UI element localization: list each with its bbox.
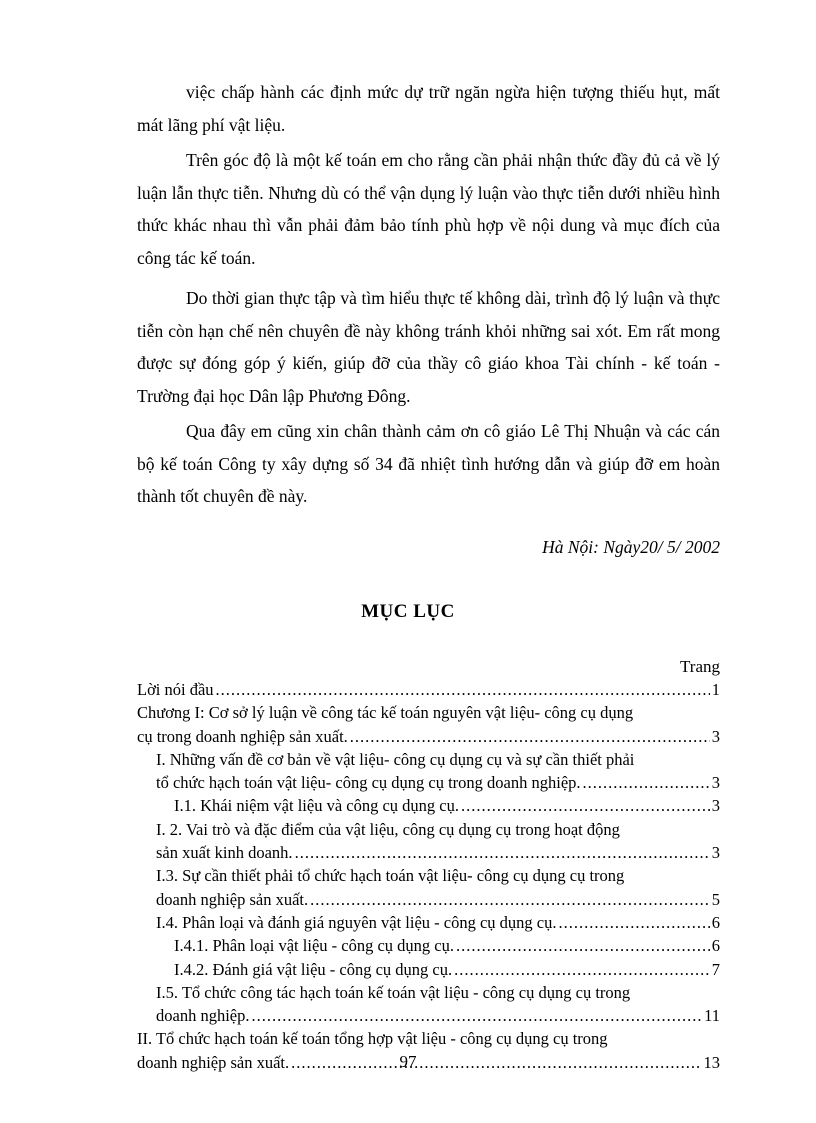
toc-entry-text: cụ trong doanh nghiệp sản xuất.: [137, 726, 348, 746]
toc-entry-page: 7: [711, 959, 720, 979]
toc-dot-leader: [454, 958, 710, 981]
toc-dot-leader: [295, 841, 710, 864]
paragraph-1: [137, 76, 720, 141]
toc-dot-leader: [251, 1004, 702, 1027]
toc-entry-text: I.1. Khái niệm vật liệu và công cụ dụng cụ.: [174, 796, 460, 816]
toc-dot-leader: [461, 794, 710, 817]
toc-entry-text: I.4.1. Phân loại vật liệu - công cụ dụng cụ.: [174, 936, 454, 956]
paragraph-3-rest: và thực tiễn còn hạn chế nên chuyên đề này không tránh khỏi những sai xót. Em rất mong được sự đóng góp ý kiến, giúp đỡ của thầy cô giáo khoa Tài chính - kế toán - Trường đại học Dân lập Phương Đông.: [137, 288, 721, 406]
toc-entry[interactable]: [137, 864, 720, 911]
toc-dot-leader: [310, 888, 710, 911]
paragraph-4-first-line: Qua đây em cũng xin chân thành cảm ơn cô giáo Lê Thị Nhuận và: [186, 421, 663, 441]
paragraph-4-rest: các cán bộ kế toán Công ty xây dựng số 34 đã nhiệt tình hướng dẫn và giúp đỡ em hoàn thành tốt chuyên đề này.: [137, 421, 721, 506]
paragraph-1-first-line: việc chấp hành các định mức dự trữ ngăn ngừa hiện tượng thiếu hụt,: [186, 82, 688, 102]
paragraph-2: [137, 144, 720, 274]
toc-entry[interactable]: [137, 981, 720, 1028]
toc-entry-page: 13: [703, 1052, 720, 1072]
toc-entry-page: 3: [711, 843, 720, 863]
signature-date: Hà Nội: Ngày20/ 5/ 2002: [542, 537, 720, 557]
paragraph-2-rest: cả về lý luận lẫn thực tiễn. Nhưng dù có thể vận dụng lý luận vào thực tiễn dưới nhiều hình thức khác nhau thì vẫn phải đảm bảo tính phù hợp về nội dung và mục đích của công tác kế toán.: [137, 150, 720, 268]
paragraph-4: [137, 415, 720, 513]
toc-entry[interactable]: [137, 678, 720, 701]
paragraph-1-rest: mất mát lãng phí vật liệu.: [137, 82, 720, 135]
toc-dot-leader: [583, 771, 710, 794]
toc-dot-leader: [456, 934, 710, 957]
toc-entry-text: doanh nghiệp sản xuất.: [137, 1052, 290, 1072]
toc-entry-page: 6: [711, 912, 720, 932]
toc-entry-text: I.4. Phân loại và đánh giá nguyên vật liệu - công cụ dụng cụ.: [156, 912, 557, 932]
toc-entry-text: doanh nghiệp.: [156, 1006, 250, 1026]
toc-entry-text: sản xuất kinh doanh.: [156, 843, 293, 863]
toc-entry-page: 5: [711, 889, 720, 909]
toc-entry-page: 11: [704, 1006, 720, 1026]
toc-entry[interactable]: [137, 701, 720, 748]
toc-entry-page: 3: [711, 796, 720, 816]
toc-dot-leader: [350, 725, 710, 748]
paragraph-3-first-line: Do thời gian thực tập và tìm hiểu thực tế không dài, trình độ lý luận: [186, 288, 664, 308]
toc-entry-text: Lời nói đầu: [137, 680, 214, 699]
paragraph-2-first-line: Trên góc độ là một kế toán em cho rằng cần phải nhận thức đầy đủ: [186, 150, 660, 170]
toc-page-column-label: Trang: [680, 657, 720, 676]
toc-entry-text: I.4.2. Đánh giá vật liệu - công cụ dụng cụ.: [174, 959, 453, 979]
page-number: 97: [399, 1052, 417, 1071]
toc-entry-text: I.5. Tổ chức công tác hạch toán kế toán vật liệu - công cụ dụng cụ trong: [156, 982, 631, 1002]
toc-dot-leader: [216, 678, 710, 701]
toc-entry[interactable]: [137, 934, 720, 957]
table-of-contents: [137, 678, 720, 1074]
toc-entry[interactable]: [137, 958, 720, 981]
toc-entry-page: 3: [711, 773, 720, 793]
toc-entry-page: 1: [711, 680, 720, 699]
toc-entry-page: 6: [711, 936, 720, 956]
toc-entry[interactable]: [137, 794, 720, 817]
toc-entry-page: 3: [711, 726, 720, 746]
toc-entry-text: tổ chức hạch toán vật liệu- công cụ dụng cụ trong doanh nghiệp.: [156, 773, 581, 793]
toc-entry-text: I. 2. Vai trò và đặc điểm của vật liệu, công cụ dụng cụ trong hoạt động: [156, 819, 620, 839]
toc-entry-text: I. Những vấn đề cơ bản về vật liệu- công cụ dụng cụ và sự cần thiết phải: [156, 749, 635, 769]
toc-entry-text: Chương I: Cơ sở lý luận về công tác kế toán nguyên vật liệu- công cụ dụng: [137, 703, 634, 723]
toc-entry-text: I.3. Sự cần thiết phải tổ chức hạch toán vật liệu- công cụ dụng cụ trong: [156, 866, 625, 886]
toc-dot-leader: [558, 911, 709, 934]
paragraph-3: [137, 282, 720, 412]
toc-entry-text: doanh nghiệp sản xuất.: [156, 889, 309, 909]
toc-title: MỤC LỤC: [361, 601, 455, 622]
toc-entry[interactable]: [137, 911, 720, 934]
toc-entry-text: II. Tổ chức hạch toán kế toán tổng hợp vật liệu - công cụ dụng cụ trong: [137, 1029, 608, 1049]
toc-entry[interactable]: [137, 748, 720, 795]
toc-entry[interactable]: [137, 818, 720, 865]
